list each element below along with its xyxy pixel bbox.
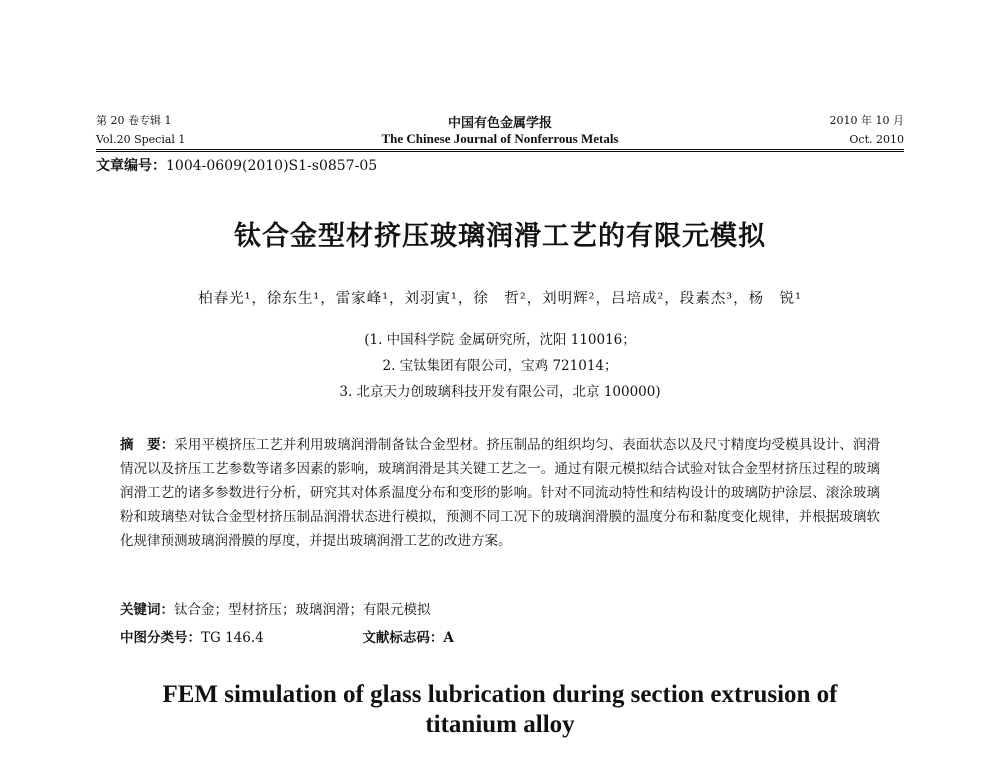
volume-cn: 第 20 卷专辑 1: [96, 114, 172, 127]
date-en: Oct. 2010: [849, 133, 904, 146]
affiliation-3: 3. 北京天力创玻璃科技开发有限公司，北京 100000): [339, 384, 661, 400]
page-title-en-line-2: titanium alloy: [425, 711, 575, 738]
page-title-cn: 钛合金型材挤压玻璃润滑工艺的有限元模拟: [234, 221, 766, 252]
affiliation-1: (1. 中国科学院 金属研究所，沈阳 110016；: [364, 332, 636, 348]
doc-code-value: A: [443, 630, 454, 646]
affiliation-2: 2. 宝钛集团有限公司，宝鸡 721014；: [382, 358, 618, 374]
doc-code-label: 文献标志码：: [362, 630, 444, 646]
journal-name-cn: 中国有色金属学报: [447, 116, 552, 131]
page-title-en: [0, 680, 1000, 740]
author-list: 柏春光¹，徐东生¹，雷家峰¹，刘羽寅¹，徐 哲²，刘明辉²，吕培成²，段素杰³，杨 锐¹: [198, 291, 802, 307]
page-title-en-line-1: FEM simulation of glass lubrication during section extrusion of: [162, 681, 838, 708]
keywords-label: 关键词：: [120, 602, 174, 618]
date-cn: 2010 年 10 月: [829, 114, 904, 127]
header-rule-bottom: [96, 151, 904, 152]
article-number: [96, 155, 377, 175]
article-number-label: 文章编号：: [96, 158, 166, 174]
abstract-text: 采用平模挤压工艺并利用玻璃润滑制备钛合金型材。挤压制品的组织均匀、表面状态以及尺寸精度均受模具设计、润滑情况以及挤压工艺参数等诸多因素的影响，玻璃润滑是其关键工艺之一。通过有限元模拟结合试验对钛合金型材挤压过程的玻璃润滑工艺的诸多参数进行分析，研究其对体系温度分布和变形的影响。针对不同流动特性和结构设计的玻璃防护涂层、滚涂玻璃粉和玻璃垫对钛合金型材挤压制品润滑状态进行模拟，预测不同工况下的玻璃润滑膜的温度分布和黏度变化规律，并根据玻璃软化规律预测玻璃润滑膜的厚度，并提出玻璃润滑工艺的改进方案。: [120, 437, 881, 549]
article-number-value: 1004-0609(2010)S1-s0857-05: [166, 158, 378, 174]
abstract: [120, 433, 880, 553]
keywords: [120, 598, 431, 618]
classification: [120, 626, 454, 646]
clc-label: 中图分类号：: [120, 630, 201, 646]
header-rule-top: [96, 149, 904, 150]
clc-value: TG 146.4: [201, 630, 264, 646]
keywords-text: 钛合金；型材挤压；玻璃润滑；有限元模拟: [174, 602, 431, 618]
abstract-label: 摘 要：: [120, 437, 175, 453]
volume-en: Vol.20 Special 1: [96, 133, 186, 146]
journal-name-en: The Chinese Journal of Nonferrous Metals: [381, 131, 619, 146]
